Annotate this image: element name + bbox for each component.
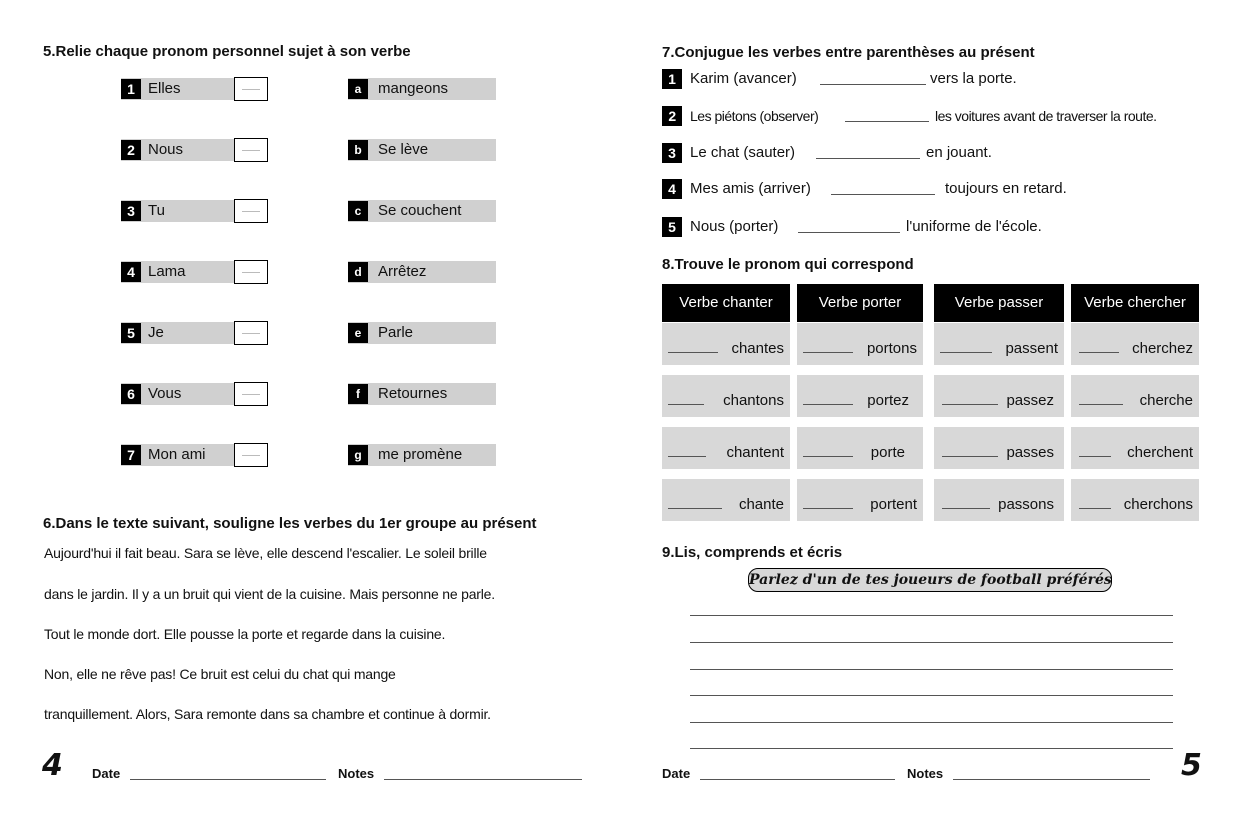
answer-box[interactable] <box>234 77 268 101</box>
pronoun-item <box>121 139 268 161</box>
pronoun-label: Mon ami <box>148 446 206 463</box>
subject-verb: Mes amis (arriver) <box>690 180 811 197</box>
verb-form: cherchent <box>1127 444 1193 461</box>
answer-box[interactable] <box>234 382 268 406</box>
verb-label: Se couchent <box>378 202 462 219</box>
pronoun-label: Je <box>148 324 164 341</box>
answer-line[interactable] <box>668 508 722 509</box>
verb-form: portent <box>870 496 917 513</box>
paragraph-line[interactable]: tranquillement. Alors, Sara remonte dans sa chambre et continue à dormir. <box>44 706 491 722</box>
verb-form: passes <box>1006 444 1054 461</box>
writing-prompt: Parlez d'un de tes joueurs de football préférés <box>748 568 1112 592</box>
sentence-end: toujours en retard. <box>945 180 1067 197</box>
answer-line[interactable] <box>798 232 900 233</box>
date-label: Date <box>92 766 121 781</box>
answer-line[interactable] <box>1079 404 1123 405</box>
paragraph-line[interactable]: Aujourd'hui il fait beau. Sara se lève, elle descend l'escalier. Le soleil brille <box>44 545 487 561</box>
exercise-5-title: 5.Relie chaque pronom personnel sujet à son verbe <box>43 43 411 60</box>
answer-line[interactable] <box>845 121 929 122</box>
table-cell <box>934 427 1064 469</box>
subject-verb: Le chat (sauter) <box>690 144 796 161</box>
table-cell <box>934 375 1064 417</box>
verb-label: Arrêtez <box>378 263 427 280</box>
answer-box[interactable] <box>234 138 268 162</box>
pronoun-item <box>121 78 268 100</box>
answer-line[interactable] <box>1079 508 1111 509</box>
verb-item <box>348 78 496 100</box>
notes-label: Notes <box>907 766 944 781</box>
verb-label: mangeons <box>378 80 449 97</box>
table-cell <box>662 427 790 469</box>
writing-line[interactable] <box>690 748 1173 749</box>
pronoun-item <box>121 200 268 222</box>
item-letter: d <box>348 262 368 282</box>
table-cell <box>797 323 923 365</box>
paragraph-line[interactable]: dans le jardin. Il y a un bruit qui vient de la cuisine. Mais personne ne parle. <box>44 586 495 602</box>
writing-line[interactable] <box>690 642 1173 643</box>
page-number-right: 5 <box>1181 748 1202 783</box>
answer-line[interactable] <box>668 456 706 457</box>
notes-line[interactable] <box>384 779 582 780</box>
verb-form: chantes <box>731 340 784 357</box>
answer-line[interactable] <box>668 404 704 405</box>
answer-box[interactable] <box>234 321 268 345</box>
answer-line[interactable] <box>668 352 718 353</box>
verb-form: chantons <box>723 392 784 409</box>
sentence-end: vers la porte. <box>930 70 1017 87</box>
answer-line[interactable] <box>831 194 935 195</box>
notes-label: Notes <box>338 766 375 781</box>
writing-line[interactable] <box>690 722 1173 723</box>
item-number: 6 <box>121 384 141 404</box>
answer-line[interactable] <box>940 352 992 353</box>
verb-form: cherchons <box>1123 496 1193 513</box>
exercise-7-title: 7.Conjugue les verbes entre parenthèses au présent <box>662 44 1035 61</box>
item-number: 7 <box>121 445 141 465</box>
verb-form: passons <box>998 496 1054 513</box>
paragraph-line[interactable]: Non, elle ne rêve pas! Ce bruit est celui du chat qui mange <box>44 666 396 682</box>
table-header: Verbe chanter <box>662 284 790 322</box>
verb-form: chante <box>738 496 784 513</box>
date-line[interactable] <box>130 779 326 780</box>
answer-line[interactable] <box>803 352 853 353</box>
page-number-left: 4 <box>42 748 63 783</box>
item-number: 5 <box>121 323 141 343</box>
verb-form: passez <box>1006 392 1054 409</box>
table-cell <box>797 479 923 521</box>
verb-label: me promène <box>378 446 463 463</box>
answer-line[interactable] <box>942 456 998 457</box>
answer-line[interactable] <box>816 158 920 159</box>
notes-line[interactable] <box>953 779 1150 780</box>
item-number: 3 <box>121 201 141 221</box>
item-number: 3 <box>662 143 682 163</box>
item-number: 2 <box>121 140 141 160</box>
item-number: 1 <box>121 79 141 99</box>
table-cell <box>1071 427 1199 469</box>
table-cell <box>1071 323 1199 365</box>
answer-box[interactable] <box>234 199 268 223</box>
exercise-8-title: 8.Trouve le pronom qui correspond <box>662 256 914 273</box>
answer-line[interactable] <box>942 508 990 509</box>
verb-form: cherche <box>1139 392 1193 409</box>
table-header: Verbe passer <box>934 284 1064 322</box>
answer-line[interactable] <box>803 404 853 405</box>
sentence-end: l'uniforme de l'école. <box>906 218 1042 235</box>
item-letter: a <box>348 79 368 99</box>
pronoun-label: Lama <box>148 263 186 280</box>
sentence-end: les voitures avant de traverser la route. <box>935 108 1157 124</box>
writing-line[interactable] <box>690 615 1173 616</box>
verb-item <box>348 200 496 222</box>
verb-label: Retournes <box>378 385 448 402</box>
table-header: Verbe chercher <box>1071 284 1199 322</box>
verb-item <box>348 383 496 405</box>
item-letter: e <box>348 323 368 343</box>
table-header: Verbe porter <box>797 284 923 322</box>
answer-line[interactable] <box>820 84 926 85</box>
verb-form: porte <box>870 444 905 461</box>
table-cell <box>1071 375 1199 417</box>
item-letter: f <box>348 384 368 404</box>
item-number: 4 <box>662 179 682 199</box>
item-number: 5 <box>662 217 682 237</box>
pronoun-label: Nous <box>148 141 184 158</box>
item-number: 4 <box>121 262 141 282</box>
answer-box[interactable] <box>234 443 268 467</box>
item-number: 1 <box>662 69 682 89</box>
table-cell <box>1071 479 1199 521</box>
date-line[interactable] <box>700 779 895 780</box>
table-cell <box>662 375 790 417</box>
pronoun-item <box>121 322 268 344</box>
writing-line[interactable] <box>690 695 1173 696</box>
answer-line[interactable] <box>942 404 998 405</box>
answer-box[interactable] <box>234 260 268 284</box>
verb-label: Parle <box>378 324 414 341</box>
verb-form: portez <box>867 392 909 409</box>
paragraph-line[interactable]: Tout le monde dort. Elle pousse la porte et regarde dans la cuisine. <box>44 626 446 642</box>
pronoun-label: Tu <box>148 202 165 219</box>
exercise-9-title: 9.Lis, comprends et écris <box>662 544 843 561</box>
subject-verb: Les piétons (observer) <box>690 108 819 124</box>
item-letter: b <box>348 140 368 160</box>
pronoun-item <box>121 383 268 405</box>
sentence-end: en jouant. <box>926 144 992 161</box>
verb-label: Se lève <box>378 141 429 158</box>
table-cell <box>662 323 790 365</box>
verb-item <box>348 444 496 466</box>
writing-line[interactable] <box>690 669 1173 670</box>
verb-item <box>348 322 496 344</box>
item-letter: g <box>348 445 368 465</box>
verb-form: portons <box>866 340 917 357</box>
item-letter: c <box>348 201 368 221</box>
item-number: 2 <box>662 106 682 126</box>
pronoun-label: Elles <box>148 80 181 97</box>
answer-line[interactable] <box>1079 352 1119 353</box>
exercise-6-title: 6.Dans le texte suivant, souligne les verbes du 1er groupe au présent <box>43 515 537 532</box>
table-cell <box>934 323 1064 365</box>
pronoun-label: Vous <box>148 385 182 402</box>
answer-line[interactable] <box>803 456 853 457</box>
subject-verb: Karim (avancer) <box>690 70 797 87</box>
verb-form: passent <box>1005 340 1058 357</box>
table-cell <box>797 375 923 417</box>
verb-form: chantent <box>726 444 784 461</box>
answer-line[interactable] <box>803 508 853 509</box>
pronoun-item <box>121 261 268 283</box>
answer-line[interactable] <box>1079 456 1111 457</box>
table-cell <box>662 479 790 521</box>
table-cell <box>934 479 1064 521</box>
date-label: Date <box>662 766 691 781</box>
verb-form: cherchez <box>1132 340 1193 357</box>
pronoun-item <box>121 444 268 466</box>
verb-item <box>348 261 496 283</box>
table-cell <box>797 427 923 469</box>
subject-verb: Nous (porter) <box>690 218 779 235</box>
verb-item <box>348 139 496 161</box>
